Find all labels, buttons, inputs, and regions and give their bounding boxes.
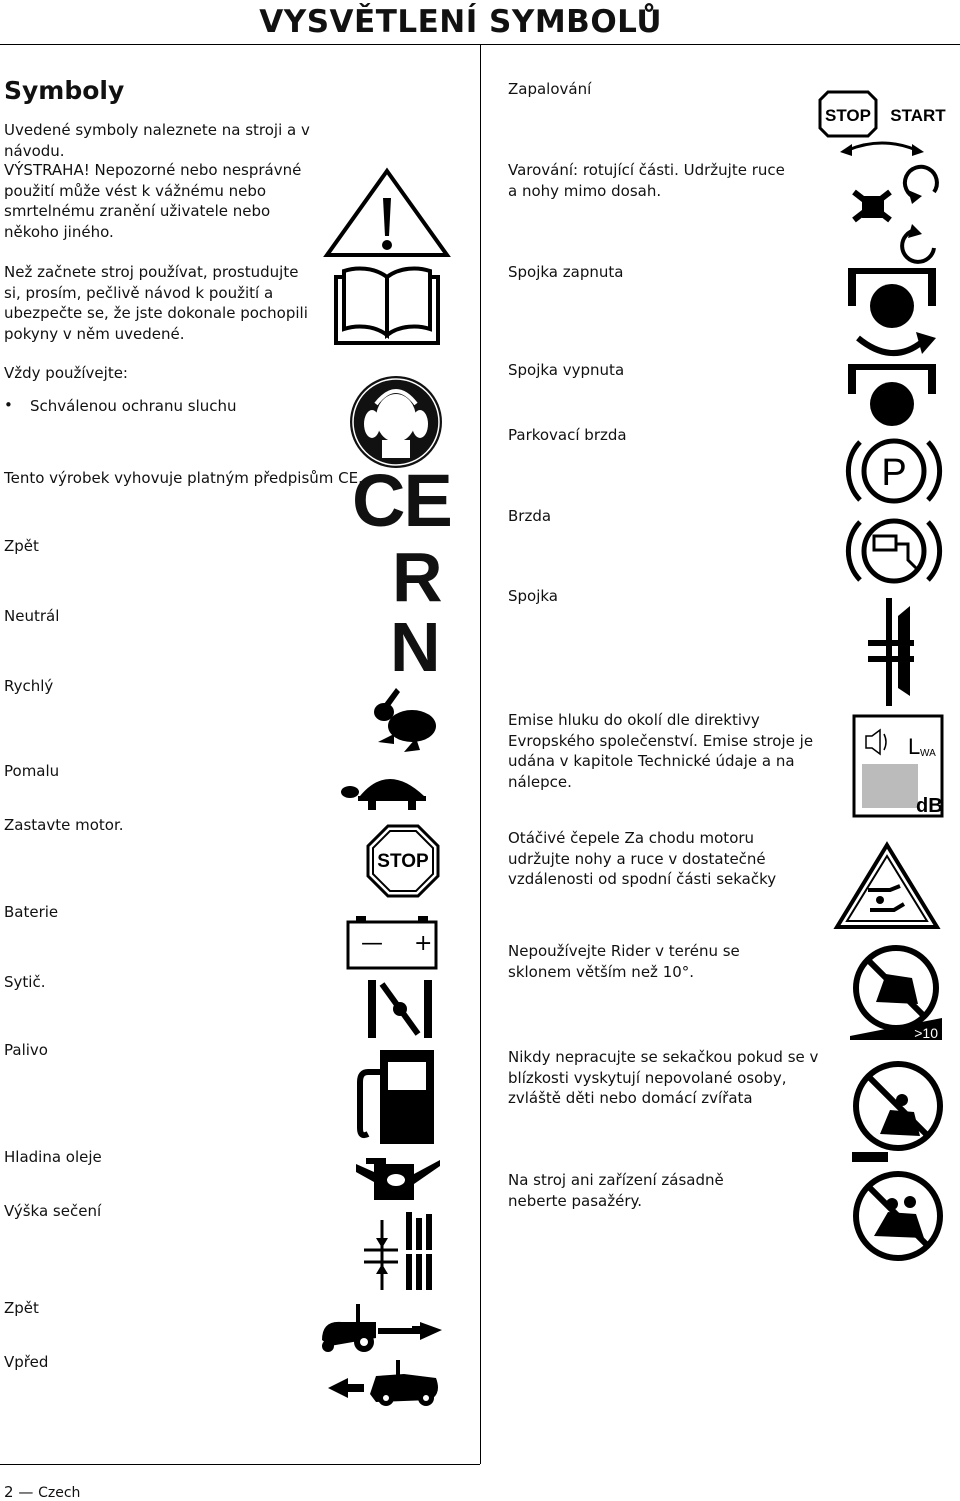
rabbit-icon: [364, 686, 444, 756]
lwa-sub-text: WA: [920, 748, 936, 759]
lwa-l-text: L: [908, 734, 921, 759]
fuel-pump-icon: [354, 1048, 436, 1146]
warning-text: VÝSTRAHA! Nepozorné nebo nesprávné použití může vést k vážnému nebo smrtelnému zranění uživatele nebo někoho jiného.: [4, 161, 302, 241]
clutch-engaged-icon: [842, 266, 942, 358]
footer-language: Czech: [38, 1485, 81, 1501]
label-clutch-disengaged: Spojka vypnuta: [508, 361, 625, 379]
cutting-height-icon: [362, 1210, 438, 1292]
label-blades: Otáčivé čepele Za chodu motoru udržujte nohy a ruce v dostatečné vzdálenosti od spodní části sekačky: [508, 829, 777, 888]
stop-sign-icon: [366, 824, 440, 898]
turtle-icon: [338, 764, 438, 814]
label-neutral: Neutrál: [4, 607, 60, 625]
parking-letter: P: [881, 452, 907, 494]
battery-minus-text: —: [361, 931, 383, 956]
label-choke: Sytič.: [4, 973, 46, 991]
label-fast: Rychlý: [4, 677, 54, 695]
always-use-text: Vždy používejte:: [4, 364, 128, 382]
label-slope: Nepoužívejte Rider v terénu se sklonem větším než 10°.: [508, 942, 740, 981]
warning-triangle-icon: [324, 168, 450, 258]
label-ignition: Zapalování: [508, 80, 592, 98]
label-stop-engine: Zastavte motor.: [4, 816, 124, 834]
label-cutting-height: Výška sečení: [4, 1202, 102, 1220]
stop-sign-text: STOP: [377, 851, 429, 872]
section-title: Symboly: [4, 76, 125, 105]
label-passengers: Na stroj ani zařízení zásadně neberte pasažéry.: [508, 1171, 724, 1210]
label-battery: Baterie: [4, 903, 59, 921]
no-passengers-icon: [852, 1170, 944, 1262]
parking-brake-icon: [846, 434, 942, 508]
label-rotating-parts: Varování: rotující části. Udržujte ruce a nohy mimo dosah.: [508, 161, 785, 200]
read-manual-icon: [334, 265, 440, 347]
label-slow: Pomalu: [4, 762, 60, 780]
label-clutch: Spojka: [508, 587, 559, 605]
label-parking-brake: Parkovací brzda: [508, 426, 627, 444]
noise-lwa-icon: [852, 714, 944, 818]
choke-icon: [366, 978, 434, 1040]
ce-text: Tento výrobek vyhovuje platným předpisům CE.: [4, 469, 363, 487]
ignition-stop-text: STOP: [825, 106, 871, 125]
rotating-parts-icon: [846, 168, 942, 258]
backward-mower-icon: [316, 1302, 444, 1354]
label-clutch-engaged: Spojka zapnuta: [508, 263, 624, 281]
battery-plus-text: +: [414, 931, 433, 956]
page-header-title: VYSVĚTLENÍ SYMBOLŮ: [259, 4, 662, 40]
hearing-protection-icon: [348, 374, 444, 470]
ignition-icon: [818, 90, 948, 160]
hearing-protection-text: Schválenou ochranu sluchu: [30, 397, 237, 415]
slope-value-text: >10: [914, 1025, 938, 1041]
db-text: dB: [916, 795, 943, 817]
clutch-icon: [866, 596, 916, 708]
ce-mark-icon: CE: [352, 459, 451, 542]
label-oil-level: Hladina oleje: [4, 1148, 102, 1166]
page-number: 2: [4, 1483, 14, 1501]
no-bystanders-icon: [850, 1054, 944, 1164]
column-divider: [480, 44, 481, 1464]
brake-icon: [846, 514, 942, 588]
reverse-letter-icon: R: [392, 538, 443, 616]
label-noise: Emise hluku do okolí dle direktivy Evropského společenství. Emise stroje je udána v kapitole Technické údaje a na nálepce.: [508, 711, 814, 791]
footer-separator: —: [18, 1483, 34, 1501]
manual-text: Než začnete stroj používat, prostudujte si, prosím, pečlivě návod k použití a ubezpečte se, že jste dokonale pochopili pokyny v něm uvedené.: [4, 263, 308, 343]
footer-rule: [0, 1464, 480, 1465]
label-brake: Brzda: [508, 507, 552, 525]
label-fuel: Palivo: [4, 1041, 48, 1059]
oil-can-icon: [352, 1150, 442, 1204]
blades-warning-icon: [834, 842, 940, 930]
label-bystanders: Nikdy nepracujte se sekačkou pokud se v blízkosti vyskytují nepovolané osoby, zvláště děti nebo domácí zvířata: [508, 1048, 819, 1107]
intro-text: Uvedené symboly naleznete na stroji a v návodu.: [4, 121, 310, 160]
clutch-disengaged-icon: [842, 362, 942, 432]
neutral-letter-icon: N: [390, 608, 441, 686]
page-footer: [4, 1483, 80, 1501]
slope-prohibited-icon: [848, 944, 944, 1040]
forward-mower-icon: [326, 1358, 444, 1408]
label-forward: Vpřed: [4, 1353, 49, 1371]
label-reverse: Zpět: [4, 537, 39, 555]
ignition-start-text: START: [890, 106, 946, 125]
battery-icon: [346, 914, 438, 970]
label-backward: Zpět: [4, 1299, 39, 1317]
bullet: •: [4, 396, 13, 414]
